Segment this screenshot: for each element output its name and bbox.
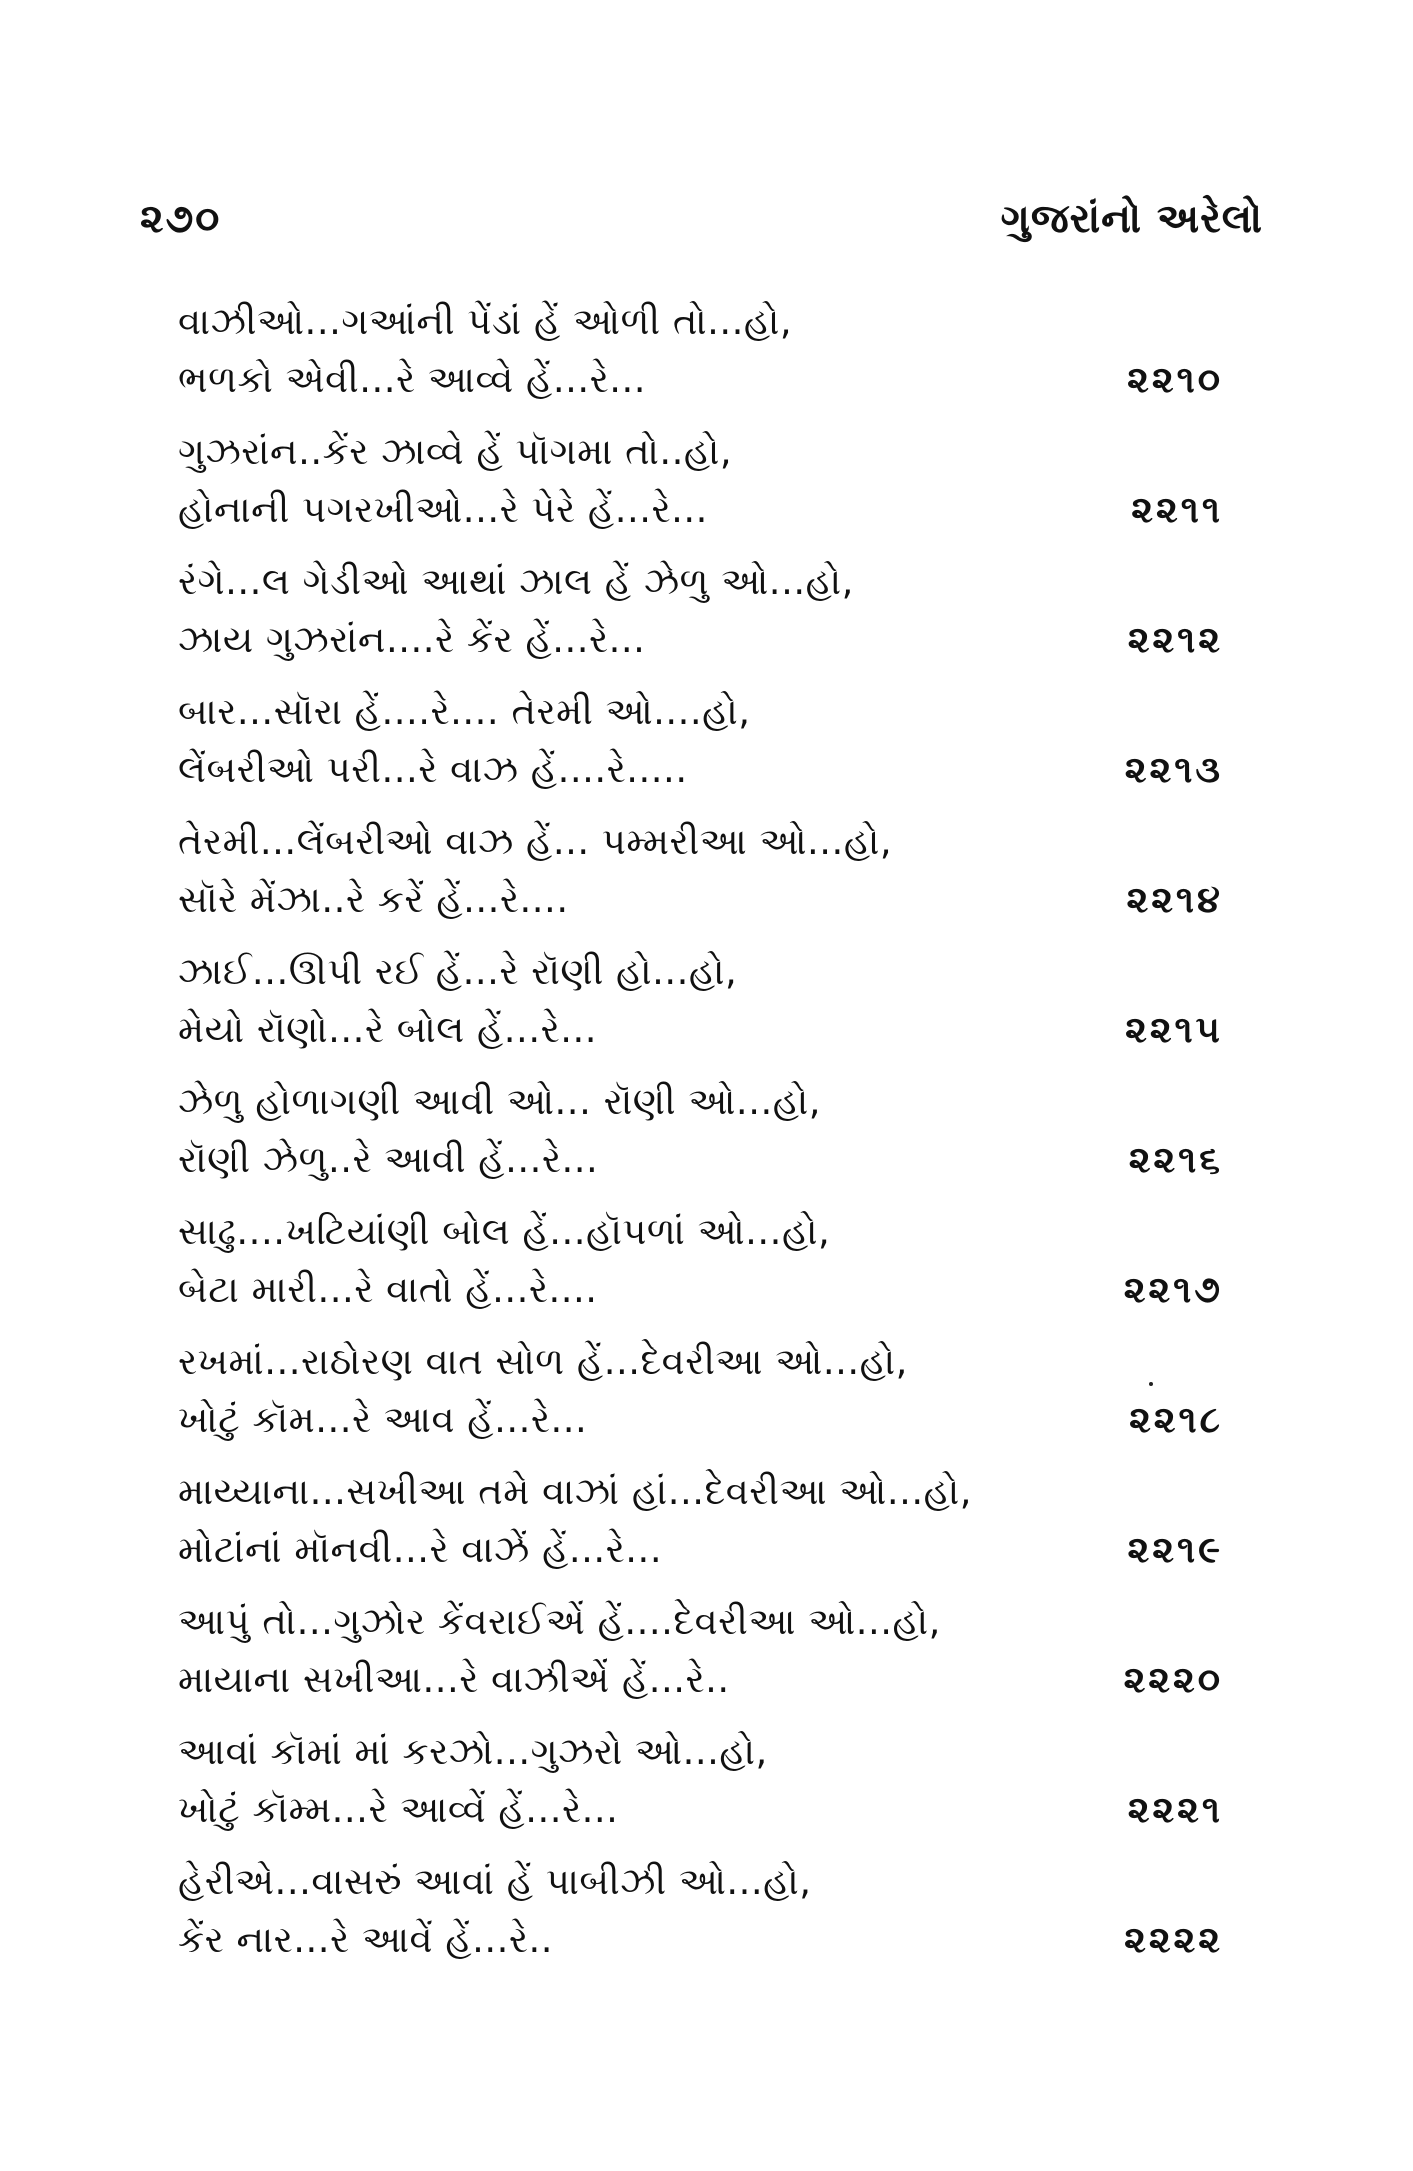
verse-line: રખમાં...રાઠોરણ વાત સોળ હેં...દેવરીઆ ઓ...હો, xyxy=(178,1340,908,1383)
stanza xyxy=(178,1596,1223,1726)
verse-number: ૨૨૧૮ xyxy=(1129,1398,1223,1441)
stanza xyxy=(178,816,1223,946)
verse-line: ઝાય ગુઝરાંન....રે કેંર હેં...રે... xyxy=(178,618,646,661)
page-number: ૨૭૦ xyxy=(140,196,222,242)
verse-line: લેંબરીઓ પરી...રે વાઝ હેં....રે..... xyxy=(178,748,688,791)
verse-line: મોટાંનાં મૉનવી...રે વાઝેં હેં...રે... xyxy=(178,1528,663,1571)
verse-number: ૨૨૧૩ xyxy=(1124,748,1223,791)
verse-list xyxy=(178,296,1223,1986)
verse-line: રંગે...લ ગેડીઓ આથાં ઝાલ હેં ઝેળુ ઓ...હો, xyxy=(178,560,854,603)
verse-number: ૨૨૧૯ xyxy=(1127,1528,1223,1571)
verse-line: ગુઝરાંન..કેંર ઝાવ્વે હેં પૉગમા તો..હો, xyxy=(178,430,733,473)
verse-line: આવાં કૉમાં માં કરઝો...ગુઝરો ઓ...હો, xyxy=(178,1730,768,1773)
verse-line: માય્યાના...સખીઆ તમે વાઝાં હાં...દેવરીઆ ઓ...હો, xyxy=(178,1470,972,1513)
stanza xyxy=(178,946,1223,1076)
stanza xyxy=(178,1336,1223,1466)
stanza xyxy=(178,1856,1223,1986)
verse-line: રૉણી ઝેળુ..રે આવી હેં...રે... xyxy=(178,1138,599,1181)
verse-line: હોનાની પગરખીઓ...રે પેરે હેં...રે... xyxy=(178,488,708,531)
verse-number: ૨૨૧૨ xyxy=(1127,618,1223,661)
verse-number: ૨૨૧૭ xyxy=(1123,1268,1223,1311)
verse-number: ૨૨૧૦ xyxy=(1127,358,1223,401)
verse-number: ૨૨૨૧ xyxy=(1127,1788,1223,1831)
stanza xyxy=(178,1466,1223,1596)
stanza xyxy=(178,426,1223,556)
verse-line: ખોટું કૉમ...રે આવ હેં...રે... xyxy=(178,1398,588,1441)
running-title: ગુજરાંનો અરેલો xyxy=(1000,196,1263,242)
print-speck xyxy=(1149,1382,1153,1386)
page-header xyxy=(140,196,1263,256)
verse-line: આપું તો...ગુઝોર કેંવરાઈએં હેં....દેવરીઆ ઓ...હો, xyxy=(178,1600,941,1643)
verse-line: ઝાઈ...ઊપી રઈ હેં...રે રૉણી હો...હો, xyxy=(178,950,738,993)
verse-number: ૨૨૨૨ xyxy=(1124,1918,1223,1961)
verse-number: ૨૨૧૧ xyxy=(1131,488,1223,531)
stanza xyxy=(178,686,1223,816)
verse-line: હેરીએ...વાસરું આવાં હેં પાબીઝી ઓ...હો, xyxy=(178,1860,812,1903)
verse-line: સાઢુ....ખટિયાંણી બોલ હેં...હૉપળાં ઓ...હો, xyxy=(178,1210,831,1253)
stanza xyxy=(178,1076,1223,1206)
verse-number: ૨૨૧૬ xyxy=(1128,1138,1223,1181)
verse-line: ભળકો એવી...રે આવ્વે હેં...રે... xyxy=(178,358,647,401)
verse-line: બેટા મારી...રે વાતો હેં...રે.... xyxy=(178,1268,598,1311)
verse-line: સૉરે મેંઝા..રે કરેં હેં...રે.... xyxy=(178,878,569,921)
verse-number: ૨૨૧૪ xyxy=(1126,878,1223,921)
verse-line: બાર...સૉરા હેં....રે.... તેરમી ઓ....હો, xyxy=(178,690,751,733)
verse-number: ૨૨૧૫ xyxy=(1125,1008,1223,1051)
verse-line: વાઝીઓ...ગઆંની પેંડાં હેં ઓળી તો...હો, xyxy=(178,300,793,343)
stanza xyxy=(178,1726,1223,1856)
verse-line: તેરમી...લેંબરીઓ વાઝ હેં... પમ્મરીઆ ઓ...હો, xyxy=(178,820,893,863)
stanza xyxy=(178,556,1223,686)
verse-line: મેયો રૉણો...રે બોલ હેં...રે... xyxy=(178,1008,597,1051)
stanza xyxy=(178,296,1223,426)
verse-line: ઝેળુ હોળાગણી આવી ઓ... રૉણી ઓ...હો, xyxy=(178,1080,822,1123)
verse-number: ૨૨૨૦ xyxy=(1123,1658,1223,1701)
stanza xyxy=(178,1206,1223,1336)
verse-line: કેંર નાર...રે આવેં હેં...રે.. xyxy=(178,1918,554,1961)
verse-line: ખોટું કૉમ્મ...રે આવ્વેં હેં...રે... xyxy=(178,1788,619,1831)
verse-line: માયાના સખીઆ...રે વાઝીએં હેં...રે.. xyxy=(178,1658,730,1701)
